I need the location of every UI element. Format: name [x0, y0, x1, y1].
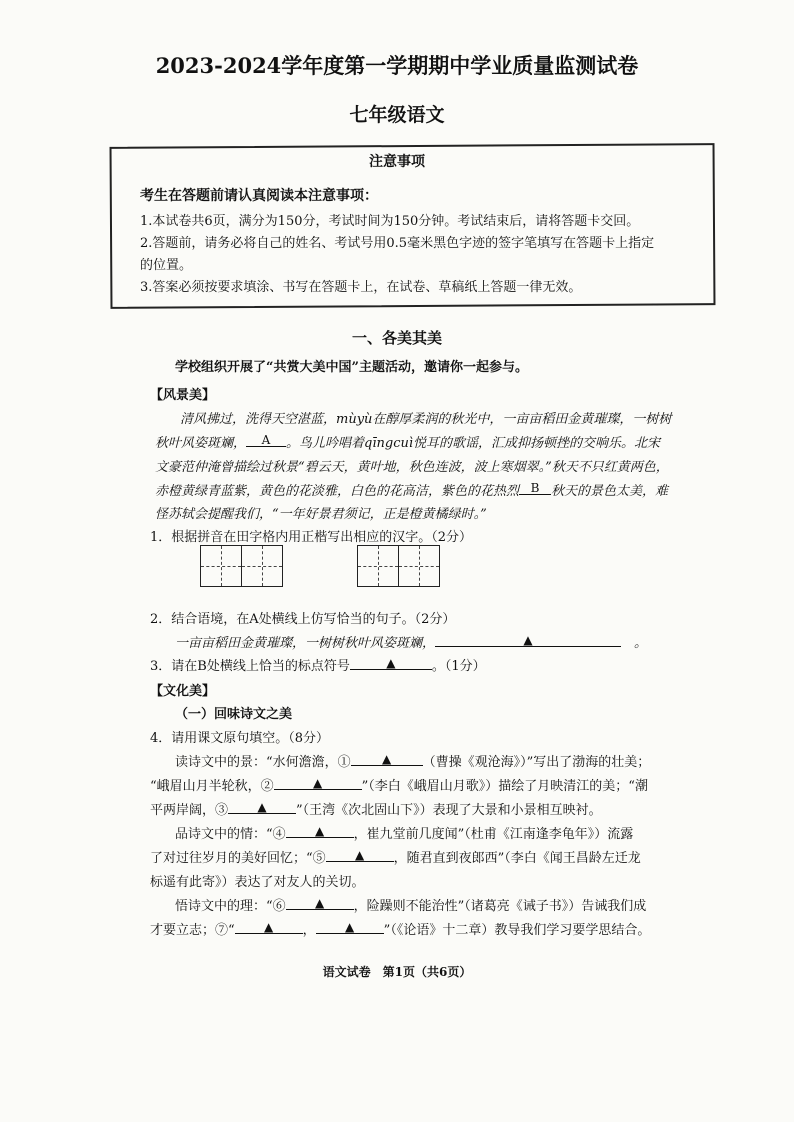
fill-line-7: 悟诗文中的理：“⑥ ▲ ，险躁则不能治性”（诸葛亮《诫子书》）告诫我们成	[175, 896, 647, 914]
answer-blank-q3: ▲	[350, 657, 432, 670]
answer-blank-q2: ▲	[435, 634, 621, 647]
tian-grid-2b	[398, 545, 440, 587]
fill-blank-2: ▲	[274, 777, 362, 790]
notice-item-3: 3.答案必须按要求填涂、书写在答题卡上，在试卷、草稿纸上答题一律无效。	[140, 280, 582, 295]
tian-grid-1a	[200, 545, 242, 587]
passage-line-1: 清风拂过，洗得天空湛蓝，mùyù在醇厚柔润的秋光中，一亩亩稻田金黄璀璨，一树树	[180, 412, 672, 427]
fill-blank-5: ▲	[326, 849, 394, 862]
exam-title: 2023-2024学年度第一学期期中学业质量监测试卷	[155, 53, 639, 78]
question-2-line: 一亩亩稻田金黄璀璨，一树树秋叶风姿斑斓， ▲ 。	[175, 633, 648, 651]
culture-label: 【文化美】	[150, 684, 216, 699]
passage-line-2: 秋叶风姿斑斓， A 。鸟儿吟唱着qīngcuì悦耳的歌谣，汇成抑扬顿挫的交响乐。北宋	[155, 433, 661, 451]
scenery-label: 【风景美】	[150, 388, 216, 403]
notice-heading: 注意事项	[369, 154, 425, 170]
passage-line-4: 赤橙黄绿青蓝紫，黄色的花淡雅，白色的花高洁，紫色的花热烈 B 秋天的景色太美，难	[155, 481, 669, 499]
question-3: 3．请在B处横线上恰当的标点符号 ▲ 。（1分）	[150, 656, 486, 674]
fill-line-1: 读诗文中的景：“水何澹澹，① ▲ （曹操《观沧海》）”写出了渤海的壮美；	[175, 752, 651, 770]
fill-line-8: 才要立志；⑦“ ▲ ， ▲ ”（《论语》十二章）教导我们学习要学思结合。	[150, 920, 651, 938]
fill-line-4: 品诗文中的情：“④ ▲ ，崔九堂前几度闻”（杜甫《江南逢李龟年》）流露	[175, 824, 634, 842]
question-4: 4．请用课文原句填空。（8分）	[150, 731, 330, 746]
passage-line-3: 文豪范仲淹曾描绘过秋景“碧云天，黄叶地，秋色连波，波上寒烟翠。”秋天不只红黄两色，	[155, 460, 669, 475]
tian-grid-2a	[357, 545, 399, 587]
section-intro: 学校组织开展了“共赏大美中国”主题活动，邀请你一起参与。	[175, 360, 528, 375]
notice-item-2-cont: 的位置。	[140, 258, 193, 273]
question-1: 1．根据拼音在田字格内用正楷写出相应的汉字。（2分）	[150, 530, 473, 545]
fill-blank-3: ▲	[228, 801, 296, 814]
fill-line-2: “峨眉山月半轮秋，② ▲ ”（李白《峨眉山月歌》）描绘了月映清江的美；“潮	[150, 776, 648, 794]
notice-lead: 考生在答题前请认真阅读本注意事项：	[140, 188, 378, 204]
exam-subtitle: 七年级语文	[349, 104, 445, 126]
fill-line-6: 标遥有此寄》）表达了对友人的关切。	[150, 875, 365, 890]
page-footer: 语文试卷 第1页（共6页）	[322, 965, 472, 979]
section-title: 一、各美其美	[351, 329, 442, 347]
fill-blank-7a: ▲	[235, 921, 303, 934]
fill-blank-7b: ▲	[316, 921, 384, 934]
blank-a: A	[246, 434, 286, 447]
notice-item-1: 1.本试卷共6页，满分为150分，考试时间为150分钟。考试结束后，请将答题卡交回。	[140, 214, 640, 229]
fill-blank-1: ▲	[351, 753, 423, 766]
passage-line-5: 怪苏轼会提醒我们，“一年好景君须记，正是橙黄橘绿时。”	[155, 507, 487, 522]
blank-b: B	[519, 482, 551, 495]
notice-item-2: 2.答题前，请务必将自己的姓名、考试号用0.5毫米黑色字迹的签字笔填写在答题卡上指定	[140, 236, 655, 251]
fill-line-5: 了对过往岁月的美好回忆；“⑤ ▲ ，随君直到夜郎西”（李白《闻王昌龄左迁龙	[150, 848, 641, 866]
subsection-1: （一）回味诗文之美	[175, 707, 293, 722]
question-2: 2．结合语境，在A处横线上仿写恰当的句子。（2分）	[150, 612, 456, 627]
tian-grid-1b	[241, 545, 283, 587]
fill-blank-4: ▲	[286, 825, 354, 838]
fill-blank-6: ▲	[286, 897, 354, 910]
fill-line-3: 平两岸阔，③ ▲ ”（王湾《次北固山下》）表现了大景和小景相互映衬。	[150, 800, 602, 818]
